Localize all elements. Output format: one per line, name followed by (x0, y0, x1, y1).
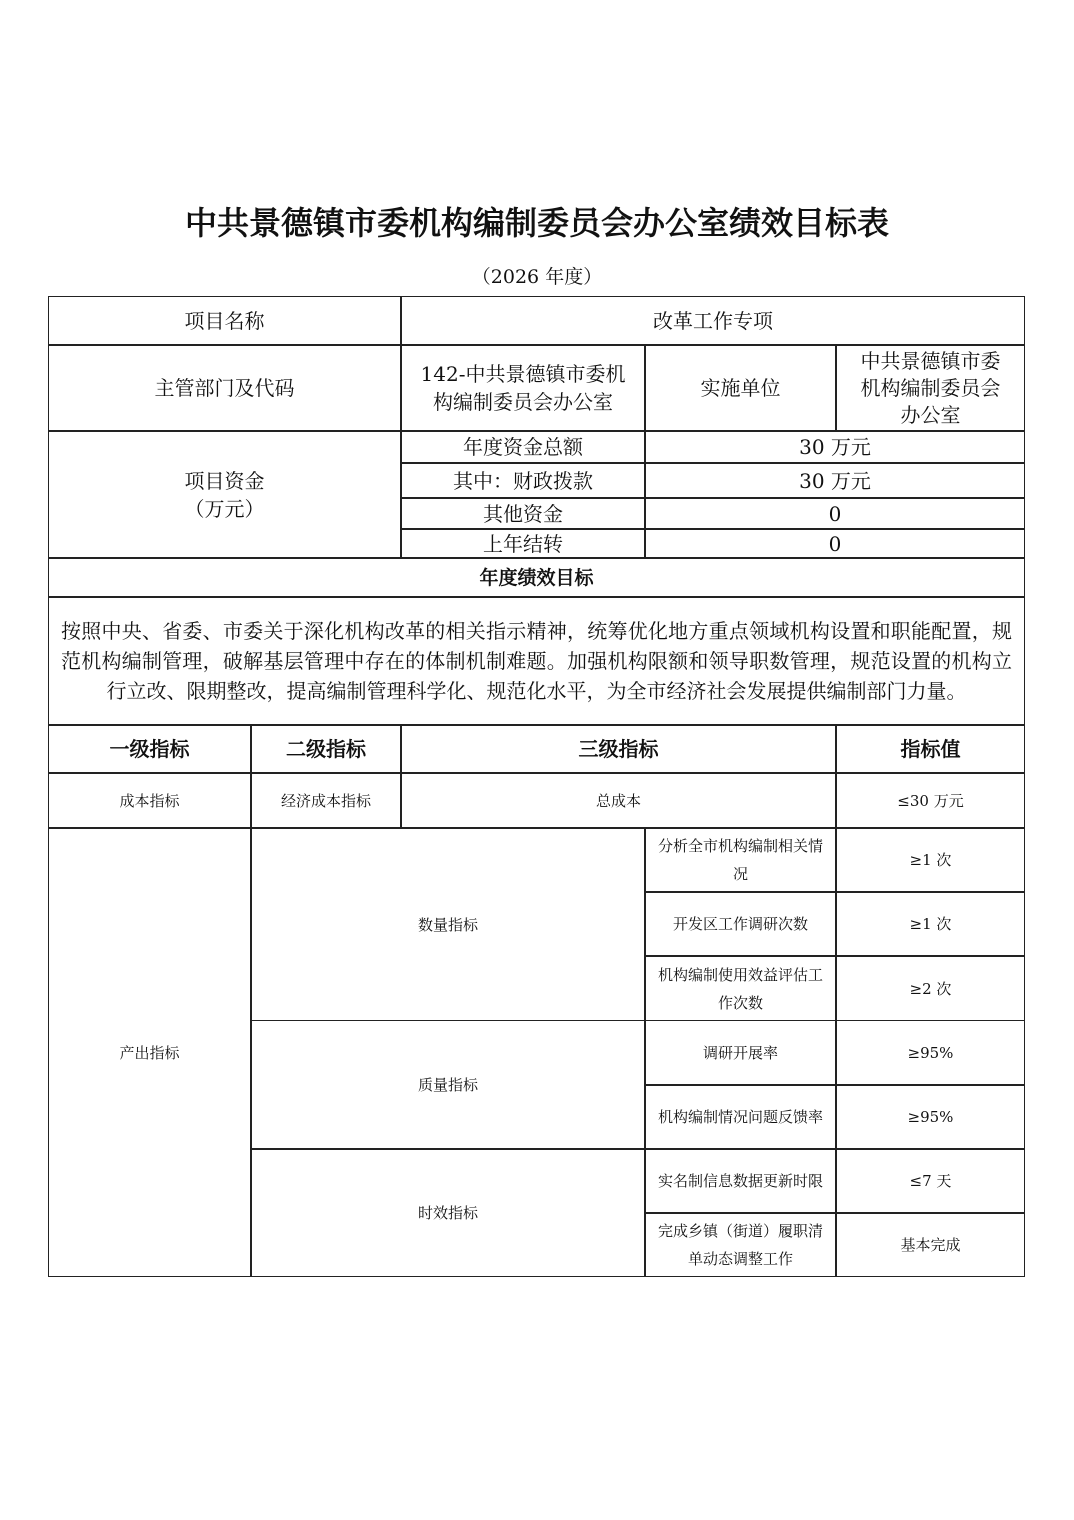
indicator-value: ≥95% (836, 1020, 1025, 1085)
cost-value: ≤30 万元 (836, 773, 1025, 828)
fund-label: 项目资金 （万元） (48, 431, 401, 558)
indicator-value: 基本完成 (836, 1213, 1025, 1277)
fund-total-label: 年度资金总额 (401, 431, 645, 463)
quantity-level2: 数量指标 (251, 828, 645, 1021)
indicator-name: 实名制信息数据更新时限 (645, 1149, 836, 1213)
indicator-name: 机构编制使用效益评估工作次数 (645, 956, 836, 1021)
cost-level3: 总成本 (401, 773, 836, 828)
project-name-value: 改革工作专项 (401, 296, 1025, 345)
header-level1: 一级指标 (48, 725, 251, 773)
indicator-name: 分析全市机构编制相关情况 (645, 828, 836, 892)
impl-value: 中共景德镇市委机构编制委员会办公室 (836, 345, 1025, 431)
page-title: 中共景德镇市委机构编制委员会办公室绩效目标表 (184, 204, 889, 242)
fund-carryover-label: 上年结转 (401, 529, 645, 558)
fund-fiscal-value: 30 万元 (645, 463, 1025, 498)
header-value: 指标值 (836, 725, 1025, 773)
header-level2: 二级指标 (251, 725, 401, 773)
indicator-name: 完成乡镇（街道）履职清单动态调整工作 (645, 1213, 836, 1277)
quality-level2: 质量指标 (251, 1020, 645, 1149)
indicator-name: 开发区工作调研次数 (645, 892, 836, 956)
cost-level1: 成本指标 (48, 773, 251, 828)
fund-total-value: 30 万元 (645, 431, 1025, 463)
year-subtitle: （2026 年度） (471, 266, 603, 288)
impl-label: 实施单位 (645, 345, 836, 431)
indicator-name: 调研开展率 (645, 1020, 836, 1085)
indicator-name: 机构编制情况问题反馈率 (645, 1085, 836, 1149)
fund-fiscal-label: 其中：财政拨款 (401, 463, 645, 498)
fund-other-value: 0 (645, 498, 1025, 529)
indicator-value: ≥1 次 (836, 892, 1025, 956)
timeliness-level2: 时效指标 (251, 1149, 645, 1277)
dept-label: 主管部门及代码 (48, 345, 401, 431)
cost-level2: 经济成本指标 (251, 773, 401, 828)
fund-other-label: 其他资金 (401, 498, 645, 529)
indicator-value: ≤7 天 (836, 1149, 1025, 1213)
goal-heading: 年度绩效目标 (48, 558, 1025, 597)
indicator-value: ≥2 次 (836, 956, 1025, 1021)
dept-value: 142-中共景德镇市委机构编制委员会办公室 (401, 345, 645, 431)
fund-carryover-value: 0 (645, 529, 1025, 558)
output-level1: 产出指标 (48, 828, 251, 1277)
goal-text: 按照中央、省委、市委关于深化机构改革的相关指示精神，统筹优化地方重点领域机构设置和职能配置，规范机构编制管理，破解基层管理中存在的体制机制难题。加强机构限额和领导职数管理，规范设置的机构立行立改、限期整改，提高编制管理科学化、规范化水平，为全市经济社会发展提供编制部门力量。 (48, 597, 1025, 725)
indicator-value: ≥95% (836, 1085, 1025, 1149)
header-level3: 三级指标 (401, 725, 836, 773)
indicator-value: ≥1 次 (836, 828, 1025, 892)
project-name-label: 项目名称 (48, 296, 401, 345)
